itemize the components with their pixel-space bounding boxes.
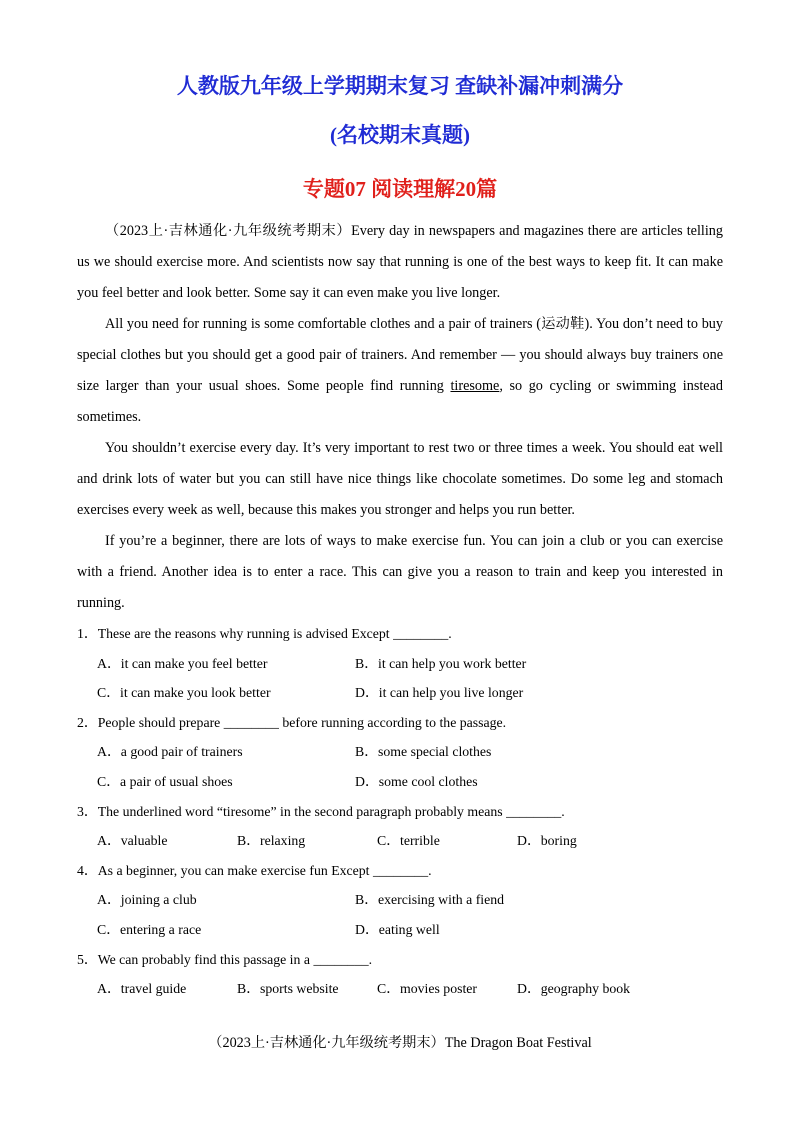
document-title: 人教版九年级上学期期末复习 查缺补漏冲刺满分	[176, 74, 624, 98]
question-stem: 5．We can probably find this passage in a ________.	[77, 951, 373, 967]
option-b: B．some special clothes	[355, 744, 492, 760]
question-2	[77, 708, 723, 797]
option-d: D．some cool clothes	[355, 773, 478, 789]
question-5	[77, 945, 723, 1004]
underlined-word: tiresome	[450, 378, 500, 394]
question-1	[77, 619, 723, 708]
paragraph-4: If you’re a beginner, there are lots of ways to make exercise fun. You can join a club or you can exercise with a friend. Another idea is to enter a race. This can give you a reason to train and keep you interested in running.	[77, 533, 723, 611]
option-c: C．entering a race	[97, 921, 202, 937]
paragraph-2-text-before: All you need for running is some comfortable clothes and a pair of trainers (运动鞋). You don’t need to buy special clothes but you should get a good pair of trainers. And remember — you should always buy trainers one size larger than your usual shoes. Some people find running	[77, 316, 723, 394]
options	[77, 826, 723, 856]
option-a: A．it can make you feel better	[97, 655, 268, 671]
option-b: B．it can help you work better	[355, 655, 527, 671]
next-passage-heading: （2023上·吉林通化·九年级统考期末）The Dragon Boat Festival	[208, 1035, 592, 1051]
topic-heading: 专题07 阅读理解20篇	[302, 177, 498, 201]
passage-body	[77, 216, 723, 1004]
option-b: B．relaxing	[237, 833, 306, 849]
option-b: B．sports website	[237, 981, 339, 997]
question-stem: 3．The underlined word “tiresome” in the second paragraph probably means ________.	[77, 803, 565, 819]
options	[77, 649, 723, 708]
paragraph-2	[77, 309, 723, 433]
option-d: D．it can help you live longer	[355, 685, 524, 701]
option-a: A．joining a club	[97, 892, 197, 908]
option-d: D．eating well	[355, 921, 440, 937]
option-c: C．it can make you look better	[97, 685, 271, 701]
question-stem: 1．These are the reasons why running is advised Except ________.	[77, 626, 452, 641]
options	[77, 885, 723, 944]
paragraph-1	[77, 216, 723, 309]
question-list	[77, 619, 723, 1004]
question-3	[77, 797, 723, 856]
option-a: A．a good pair of trainers	[97, 744, 243, 760]
question-stem: 4．As a beginner, you can make exercise fun Except ________.	[77, 862, 432, 878]
options	[77, 737, 723, 796]
option-b: B．exercising with a fiend	[355, 892, 505, 908]
question-stem: 2．People should prepare ________ before running according to the passage.	[77, 714, 507, 730]
option-c: C．a pair of usual shoes	[97, 773, 233, 789]
option-c: C．terrible	[377, 833, 440, 849]
paragraph-1-text: Every day in newspapers and magazines there are articles telling us we should exercise more. And scientists now say that running is one of the best ways to keep fit. It can make you feel better and look better. Some say it can even make you live longer.	[77, 223, 723, 301]
passage-source: （2023上·吉林通化·九年级统考期末）	[105, 223, 352, 239]
options	[77, 974, 723, 1004]
paragraph-3: You shouldn’t exercise every day. It’s very important to rest two or three times a week. You should eat well and drink lots of water but you can still have nice things like chocolate sometimes. Do some leg and stomach exercises every week as well, because this makes you stronger and helps you run better.	[77, 440, 723, 518]
question-4	[77, 856, 723, 945]
option-d: D．boring	[517, 833, 577, 849]
option-d: D．geography book	[517, 981, 631, 997]
document-subtitle: (名校期末真题)	[330, 123, 470, 147]
paragraph-2-text-after: , so go cycling or swimming instead sometimes.	[77, 378, 723, 425]
option-a: A．travel guide	[97, 981, 187, 997]
option-a: A．valuable	[97, 833, 168, 849]
option-c: C．movies poster	[377, 981, 478, 997]
